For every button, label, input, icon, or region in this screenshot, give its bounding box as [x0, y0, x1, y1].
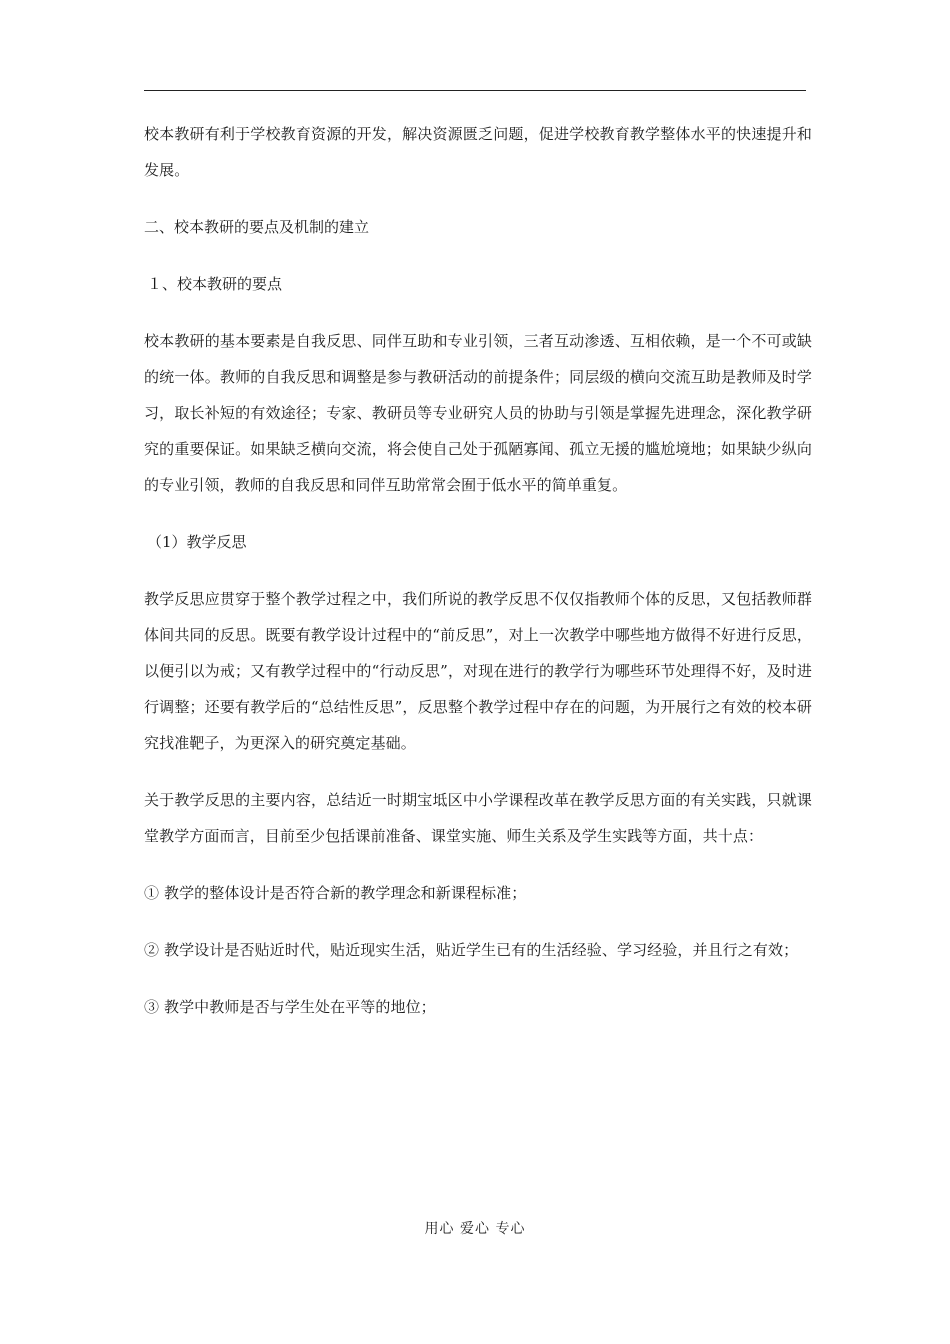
- document-body: [144, 116, 812, 1046]
- section-heading-key-points-mechanism: 二、校本教研的要点及机制的建立: [144, 218, 370, 236]
- list-item-3: ③ 教学中教师是否与学生处在平等的地位；: [144, 998, 436, 1016]
- paragraph-reflection-process: 教学反思应贯穿于整个教学过程之中，我们所说的教学反思不仅仅指教师个体的反思，又包括教师群体间共同的反思。既要有教学设计过程中的“前反思”，对上一次教学中哪些地方做得不好进行反思，以便引以为戒；又有教学过程中的“行动反思”，对现在进行的教学行为哪些环节处理得不好，及时进行调整；还要有教学后的“总结性反思”，反思整个教学过程中存在的问题，为开展行之有效的校本研究找准靶子，为更深入的研究奠定基础。: [144, 590, 812, 752]
- paragraph-reflection-content: 关于教学反思的主要内容，总结近一时期宝坻区中小学课程改革在教学反思方面的有关实践，只就课堂教学方面而言，目前至少包括课前准备、课堂实施、师生关系及学生实践等方面，共十点：: [144, 791, 812, 845]
- header-rule: [144, 90, 806, 91]
- list-item-1: ① 教学的整体设计是否符合新的教学理念和新课程标准；: [144, 884, 527, 902]
- subheading-key-points: １、校本教研的要点: [147, 275, 283, 293]
- list-item-2: ② 教学设计是否贴近时代，贴近现实生活，贴近学生已有的生活经验、学习经验，并且行之有效；: [144, 941, 799, 959]
- subheading-teaching-reflection: （1）教学反思: [147, 533, 247, 551]
- page-footer: 用心 爱心 专心: [424, 1221, 526, 1237]
- paragraph-basic-elements: 校本教研的基本要素是自我反思、同伴互助和专业引领，三者互动渗透、互相依赖，是一个不可或缺的统一体。教师的自我反思和调整是参与教研活动的前提条件；同层级的横向交流互助是教师及时学习，取长补短的有效途径；专家、教研员等专业研究人员的协助与引领是掌握先进理念，深化教学研究的重要保证。如果缺乏横向交流，将会使自己处于孤陋寡闻、孤立无援的尴尬境地；如果缺少纵向的专业引领，教师的自我反思和同伴互助常常会囿于低水平的简单重复。: [144, 332, 812, 494]
- paragraph-resource-development: 校本教研有利于学校教育资源的开发，解决资源匮乏问题，促进学校教育教学整体水平的快速提升和发展。: [144, 125, 812, 179]
